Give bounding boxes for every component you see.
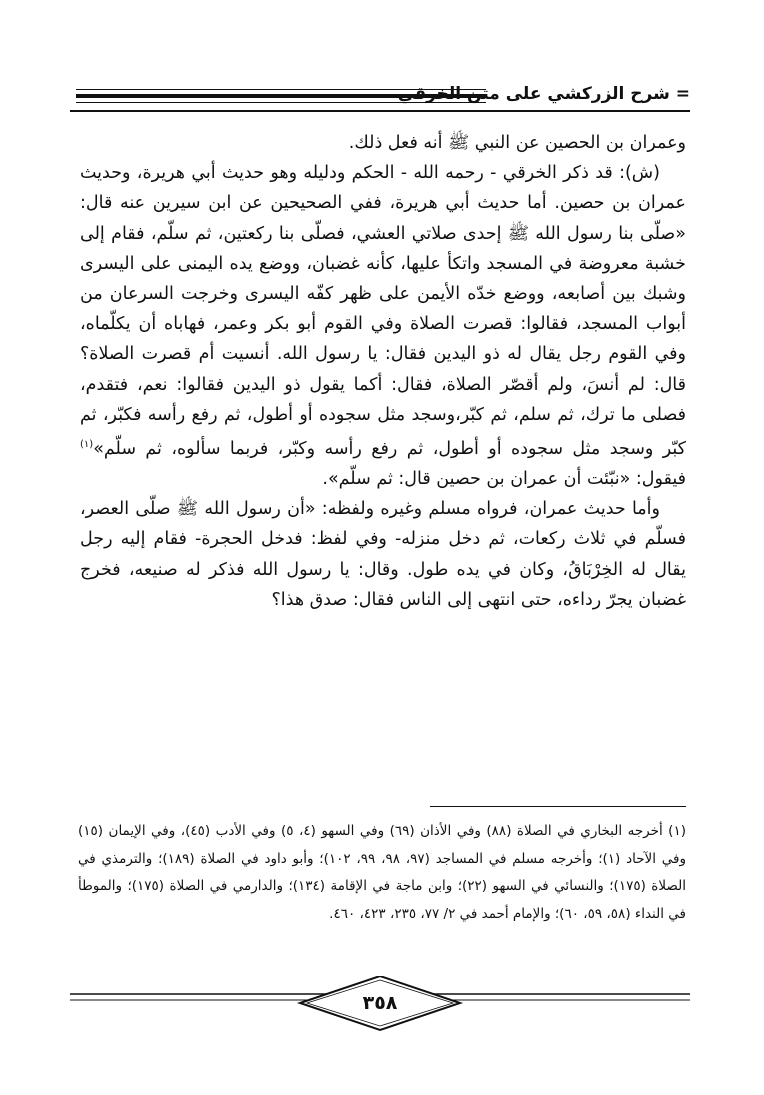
footnotes (78, 818, 686, 928)
paragraph-text: فيقول: «نبّئت أن عمران بن حصين قال: ثم سلّم». (322, 469, 686, 490)
text-line: وعمران بن الحصين عن النبي ﷺ أنه فعل ذلك. (348, 133, 686, 153)
header-underline (70, 110, 690, 112)
footnote-separator (430, 806, 686, 807)
main-text (80, 128, 686, 615)
paragraph: وأما حديث عمران، فرواه مسلم وغيره ولفظه: «أن رسول الله ﷺ صلّى العصر، فسلّم في ثلاث ركعات، ثم دخل منزله- وفي لفظ: فدخل الحجرة- فقام إليه رجل يقال له الخِرْبَاقُ، وكان في يده طول. وقال: يا رسول الله فذكر له صنيعه، فخرج غضبان يجرّ رداءه، حتى انتهى إلى الناس فقال: صدق هذا؟ (80, 499, 686, 610)
paragraph (80, 158, 686, 494)
page-number: ٣٥٨ (362, 992, 398, 1014)
paragraph-text: (ش): قد ذكر الخرقي - رحمه الله - الحكم ودليله وهو حديث أبي هريرة، وحديث عمران بن حصين. أما حديث أبي هريرة، ففي الصحيحين عن ابن سيرين عنه قال: «صلّى بنا رسول الله ﷺ إحدى صلاتي العشي، فصلّى بنا ركعتين، ثم سلّم، فقام إلى خشبة معروضة في المسجد واتكأ عليها، كأنه غضبان، ووضع يده اليمنى على اليسرى وشبك بين أصابعه، ووضع خدّه الأيمن على ظهر كفّه اليسرى وخرجت السرعان من أبواب المسجد، فقالوا: قصرت الصلاة وفي القوم أبو بكر وعمر، فهاباه أن يكلّماه، وفي القوم رجل يقال له ذو اليدين فقال: يا رسول الله. أنسيت أم قصرت الصلاة؟ قال: لم أنسَ، ولم أقصّر الصلاة، فقال: أكما يقول ذو اليدين فقالوا: نعم، فتقدم، فصلى ما ترك، ثم سلم، ثم كبّر،وسجد مثل سجوده أو أطول، ثم رفع رأسه فكبّر، ثم كبّر وسجد مثل سجوده أو أطول، ثم رفع رأسه وكبّر، فربما سألوه، ثم سلّم» (80, 163, 686, 459)
footnote: (١) أخرجه البخاري في الصلاة (٨٨) وفي الأذان (٦٩) وفي السهو (٤، ٥) وفي الأدب (٤٥)، وفي الإيمان (١٥) وفي الآحاد (١)؛ وأخرجه مسلم في المساجد (٩٧، ٩٨، ٩٩، ١٠٢)؛ وأبو داود في الصلاة (١٨٩)؛ والترمذي في الصلاة (١٧٥)؛ والنسائي في السهو (٢٢)؛ وابن ماجة في الإقامة (١٣٤)؛ والدارمي في الصلاة (١٧٥)؛ والموطأ في النداء (٥٨، ٥٩، ٦٠)؛ والإمام أحمد في ٢/ ٧٧، ٢٣٥، ٤٢٣، ٤٦٠. (78, 823, 687, 922)
header-title: = شرح الزركشي على متن الخرقي (397, 84, 690, 104)
footnote-marker: (١) (80, 439, 94, 451)
page-number-ornament (70, 976, 690, 1036)
running-header (70, 80, 690, 120)
